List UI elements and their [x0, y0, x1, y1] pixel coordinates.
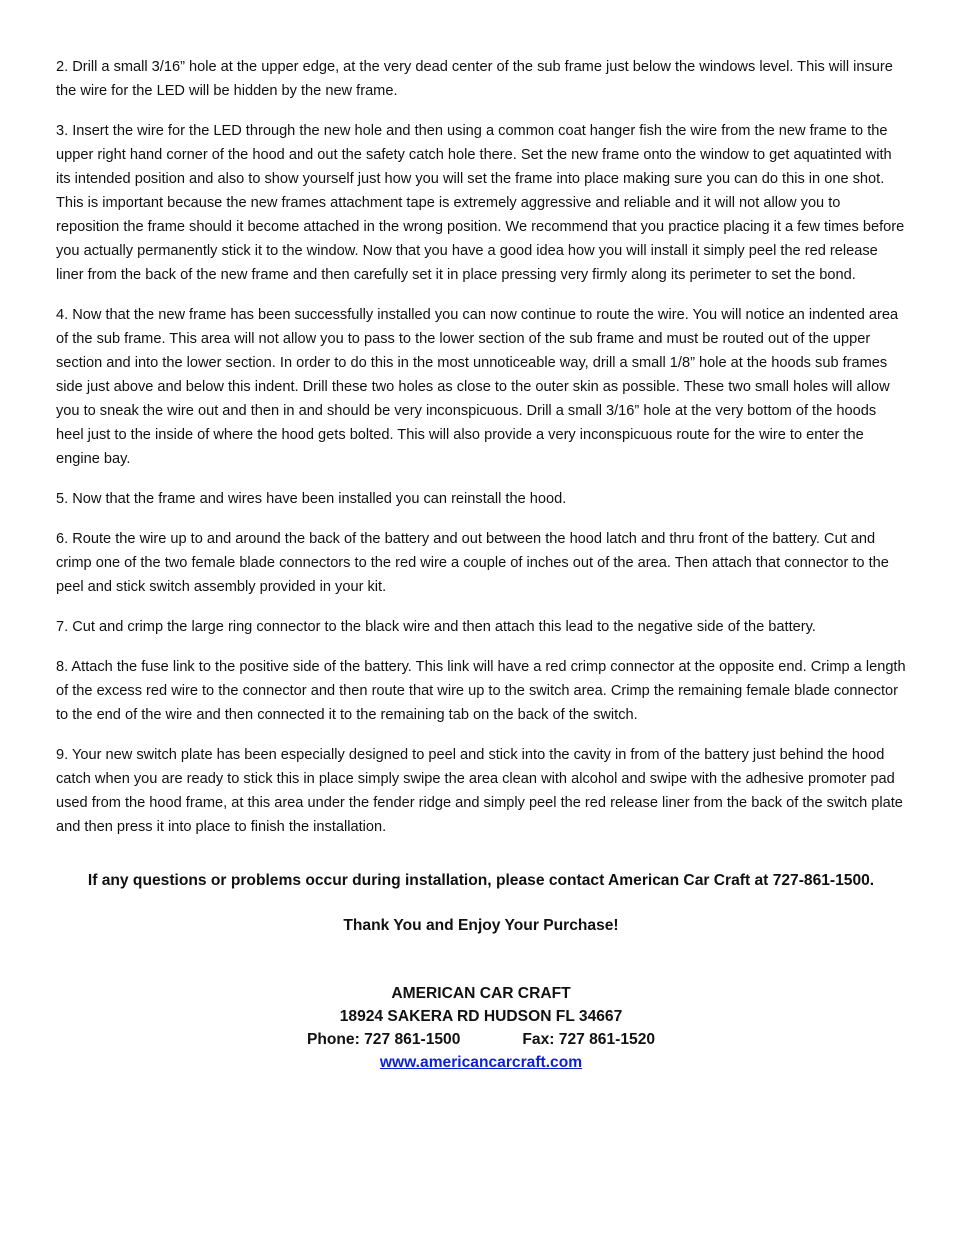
step-3: 3. Insert the wire for the LED through the new hole and then using a common coat hanger fish the wire from the new frame to the upper right hand corner of the hood and out the safety catch hole there. Set the new frame onto the window to get aquatinted with its intended position and also to show yourself just how you will set the frame into place making sure you can do this in one shot. This is important because the new frames attachment tape is extremely aggressive and reliable and it will not allow you to reposition the frame should it become attached in the wrong position. We recommend that you practice placing it a few times before you actually permanently stick it to the window. Now that you have a good idea how you will install it simply peel the red release liner from the back of the new frame and then carefully set it in place pressing very firmly along its perimeter to set the bond.: [56, 123, 905, 283]
step-8: 8. Attach the fuse link to the positive side of the battery. This link will have a red crimp connector at the opposite end. Crimp a length of the excess red wire to the connector and then route that wire up to the switch area. Crimp the remaining female blade connector to the end of the wire and then connected it to the remaining tab on the back of the switch.: [56, 659, 906, 723]
step-7: 7. Cut and crimp the large ring connector to the black wire and then attach this lead to the negative side of the battery.: [56, 619, 816, 635]
company-name: AMERICAN CAR CRAFT: [391, 985, 571, 1002]
fax-number: Fax: 727 861-1520: [522, 1031, 656, 1048]
instructions-page: [56, 55, 906, 1074]
thank-you-message: Thank You and Enjoy Your Purchase!: [343, 917, 619, 934]
company-street-address: 18924 SAKERA RD HUDSON FL 34667: [339, 1008, 623, 1025]
contact-numbers-row: [56, 1028, 906, 1051]
website-link[interactable]: www.americancarcraft.com: [379, 1054, 583, 1071]
website-row: [56, 1051, 906, 1074]
step-6: 6. Route the wire up to and around the back of the battery and out between the hood latch and thru front of the battery. Cut and crimp one of the two female blade connectors to the red wire a couple of inches out of the area. Then attach that connector to the peel and stick switch assembly provided in your kit.: [56, 531, 889, 595]
company-address-block: [56, 982, 906, 1074]
step-5: 5. Now that the frame and wires have been installed you can reinstall the hood.: [56, 491, 567, 507]
step-9: 9. Your new switch plate has been especially designed to peel and stick into the cavity in from of the battery just behind the hood catch when you are ready to stick this in place simply swipe the area clean with alcohol and swipe with the adhesive promoter pad used from the hood frame, at this area under the fender ridge and simply peel the red release liner from the back of the switch plate and then press it into place to finish the installation.: [56, 747, 903, 835]
step-2: 2. Drill a small 3/16” hole at the upper edge, at the very dead center of the sub frame just below the windows level. This will insure the wire for the LED will be hidden by the new frame.: [56, 59, 893, 99]
phone-number: Phone: 727 861-1500: [306, 1031, 461, 1048]
contact-notice: If any questions or problems occur during installation, please contact American Car Craft at 727-861-1500.: [87, 872, 875, 889]
step-4: 4. Now that the new frame has been successfully installed you can now continue to route the wire. You will notice an indented area of the sub frame. This area will not allow you to pass to the lower section of the sub frame and must be routed out of the upper section and into the lower section. In order to do this in the most unnoticeable way, drill a small 1/8” hole at the hoods sub frames side just above and below this indent. Drill these two holes as close to the outer skin as possible. These two small holes will allow you to sneak the wire out and then in and should be very inconspicuous. Drill a small 3/16” hole at the very bottom of the hoods heel just to the inside of where the hood gets bolted. This will also provide a very inconspicuous route for the wire to enter the engine bay.: [56, 307, 899, 467]
